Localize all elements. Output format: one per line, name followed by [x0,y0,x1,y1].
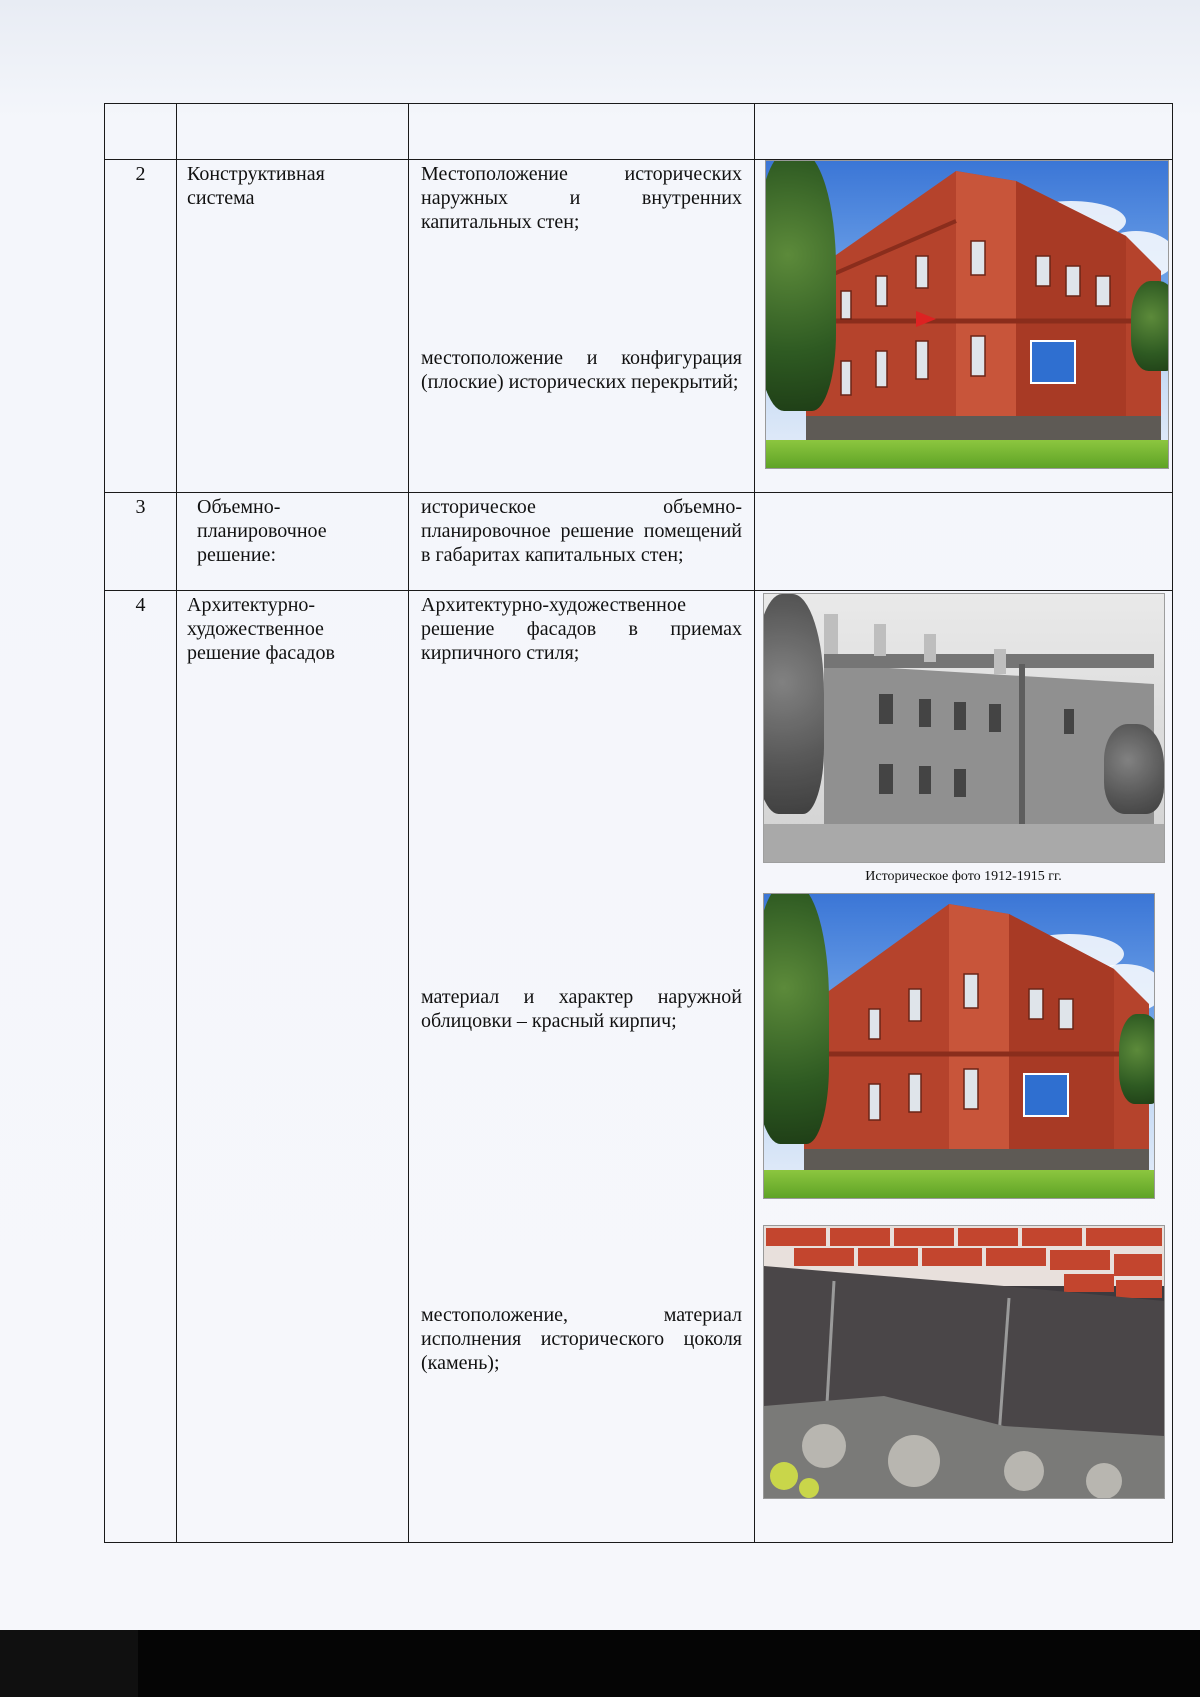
historic-bw-building-photo [763,593,1165,863]
photo-cell [755,591,1173,1543]
empty-cell [105,104,177,160]
row-name [177,591,409,1543]
table-row [105,493,1173,591]
description-item: местоположение и конфигурация (плоские) исторических перекрытий; [421,347,742,393]
table-row [105,160,1173,493]
red-brick-building-photo [763,893,1155,1199]
row-number: 4 [105,591,177,1543]
row-name-text: Конструктивная система [187,163,325,209]
row-description [409,160,755,493]
red-brick-building-photo [765,160,1169,469]
description-item: Местоположение исторических наружных и внутренних капитальных стен; [421,163,742,233]
photo-caption: Историческое фото 1912-1915 гг. [865,869,1062,884]
empty-cell [755,104,1173,160]
empty-cell [755,493,1173,591]
stone-plinth-photo [763,1225,1165,1499]
row-name-text: Объемно-планировочное решение: [197,496,327,566]
empty-cell [177,104,409,160]
row-description [409,493,755,591]
scan-border [0,1630,1200,1697]
row-name [177,160,409,493]
description-item: историческое объемно-планировочное решение помещений в габаритах капитальных стен; [421,496,742,566]
table-row [105,591,1173,1543]
row-number: 2 [105,160,177,493]
row-name [177,493,409,591]
empty-cell [409,104,755,160]
table-header-row [105,104,1173,160]
row-description [409,591,755,1543]
photo-cell [755,160,1173,493]
description-item: местоположение, материал исполнения исторического цоколя (камень); [421,1304,742,1374]
row-number: 3 [105,493,177,591]
protection-subject-table [104,103,1173,1543]
row-name-text: Архитектурно-художественное решение фасадов [187,594,335,664]
description-item: Архитектурно-художественное решение фасадов в приемах кирпичного стиля; [421,594,742,664]
description-item: материал и характер наружной облицовки – красный кирпич; [421,986,742,1032]
